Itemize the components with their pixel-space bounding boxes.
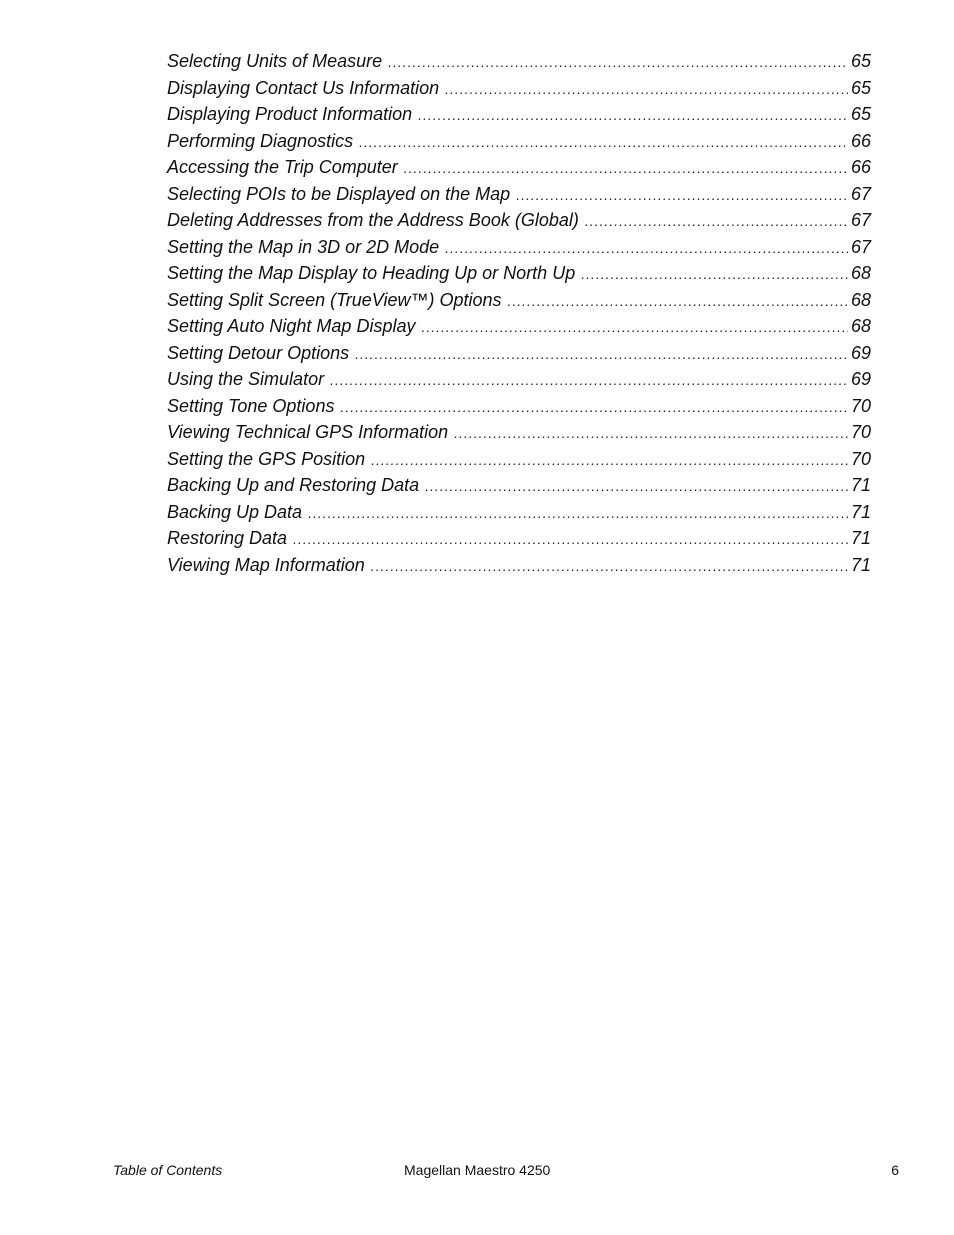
toc-entry[interactable] — [167, 128, 871, 155]
toc-entry[interactable] — [167, 313, 871, 340]
toc-entry-title: Backing Up Data — [167, 501, 303, 522]
toc-entry[interactable] — [167, 340, 871, 367]
toc-entry[interactable] — [167, 207, 871, 234]
toc-entry-title: Displaying Product Information — [167, 104, 413, 124]
toc-entry[interactable] — [167, 75, 871, 102]
toc-dot-leader — [445, 76, 848, 103]
toc-dot-leader — [355, 341, 848, 368]
footer-product-name: Magellan Maestro 4250 — [404, 1162, 551, 1178]
toc-entry-title: Viewing Technical GPS Information — [167, 422, 449, 442]
toc-entry-page: 65 — [850, 77, 871, 98]
toc-entry-page: 69 — [850, 342, 871, 363]
toc-entry-title: Deleting Addresses from the Address Book (Global) — [167, 210, 579, 230]
toc-entry-title: Viewing Map Information — [167, 554, 365, 575]
toc-dot-leader — [371, 553, 848, 580]
footer-section-title: Table of Contents — [113, 1162, 223, 1178]
toc-entry[interactable] — [167, 525, 871, 552]
toc-dot-leader — [308, 500, 848, 527]
toc-entry-title: Selecting POIs to be Displayed on the Map — [167, 183, 511, 204]
toc-entry-page: 67 — [850, 210, 871, 230]
toc-entry[interactable] — [167, 154, 871, 181]
toc-dot-leader — [581, 261, 848, 288]
toc-entry[interactable] — [167, 446, 871, 473]
toc-entry[interactable] — [167, 287, 871, 314]
toc-entry-page: 66 — [850, 157, 871, 177]
toc-dot-leader — [516, 182, 848, 209]
toc-entry-page: 68 — [850, 316, 871, 336]
toc-entry[interactable] — [167, 366, 871, 393]
toc-entry-page: 69 — [850, 369, 871, 389]
toc-dot-leader — [454, 420, 848, 447]
toc-dot-leader — [330, 367, 848, 394]
toc-dot-leader — [418, 102, 848, 129]
toc-entry-page: 71 — [850, 554, 871, 575]
toc-entry[interactable] — [167, 260, 871, 287]
toc-entry-title: Setting Tone Options — [167, 395, 335, 416]
footer-page-number: 6 — [891, 1162, 899, 1178]
toc-entry[interactable] — [167, 472, 871, 499]
toc-entry-page: 68 — [850, 263, 871, 283]
toc-entry-title: Displaying Contact Us Information — [167, 77, 440, 98]
toc-entry-title: Using the Simulator — [167, 369, 325, 389]
toc-entry-title: Setting Auto Night Map Display — [167, 316, 416, 336]
toc-dot-leader — [507, 288, 847, 315]
toc-entry-page: 68 — [850, 289, 871, 310]
toc-entry[interactable] — [167, 499, 871, 526]
toc-entry-title: Setting the Map Display to Heading Up or North Up — [167, 263, 576, 283]
toc-entry-title: Setting Split Screen (TrueView™) Options — [167, 289, 502, 310]
toc-entry[interactable] — [167, 48, 871, 75]
toc-entry-title: Performing Diagnostics — [167, 130, 354, 151]
toc-entry-page: 71 — [850, 475, 871, 495]
toc-entry-page: 71 — [850, 528, 871, 548]
toc-entry[interactable] — [167, 552, 871, 579]
toc-dot-leader — [421, 314, 848, 341]
toc-entry-page: 66 — [850, 130, 871, 151]
toc-dot-leader — [425, 473, 848, 500]
toc-dot-leader — [371, 447, 848, 474]
toc-entry[interactable] — [167, 393, 871, 420]
toc-entry-title: Accessing the Trip Computer — [167, 157, 398, 177]
toc-list — [167, 48, 871, 578]
toc-dot-leader — [388, 49, 848, 76]
toc-dot-leader — [445, 235, 848, 262]
toc-dot-leader — [340, 394, 848, 421]
toc-entry-title: Setting the Map in 3D or 2D Mode — [167, 236, 440, 257]
toc-entry-title: Selecting Units of Measure — [167, 51, 383, 71]
toc-entry-title: Setting Detour Options — [167, 342, 350, 363]
toc-dot-leader — [359, 129, 848, 156]
toc-entry-page: 71 — [850, 501, 871, 522]
toc-entry-page: 70 — [850, 448, 871, 469]
toc-entry-title: Setting the GPS Position — [167, 448, 366, 469]
toc-entry-page: 67 — [850, 236, 871, 257]
toc-entry[interactable] — [167, 181, 871, 208]
toc-dot-leader — [404, 155, 848, 182]
toc-entry-page: 67 — [850, 183, 871, 204]
toc-entry-title: Restoring Data — [167, 528, 288, 548]
toc-dot-leader — [293, 526, 848, 553]
toc-entry-page: 70 — [850, 422, 871, 442]
toc-entry-page: 65 — [850, 51, 871, 71]
toc-entry-page: 70 — [850, 395, 871, 416]
toc-entry-title: Backing Up and Restoring Data — [167, 475, 420, 495]
toc-entry[interactable] — [167, 101, 871, 128]
toc-entry-page: 65 — [850, 104, 871, 124]
toc-entry[interactable] — [167, 419, 871, 446]
page-footer — [113, 1162, 899, 1182]
toc-dot-leader — [585, 208, 848, 235]
toc-entry[interactable] — [167, 234, 871, 261]
